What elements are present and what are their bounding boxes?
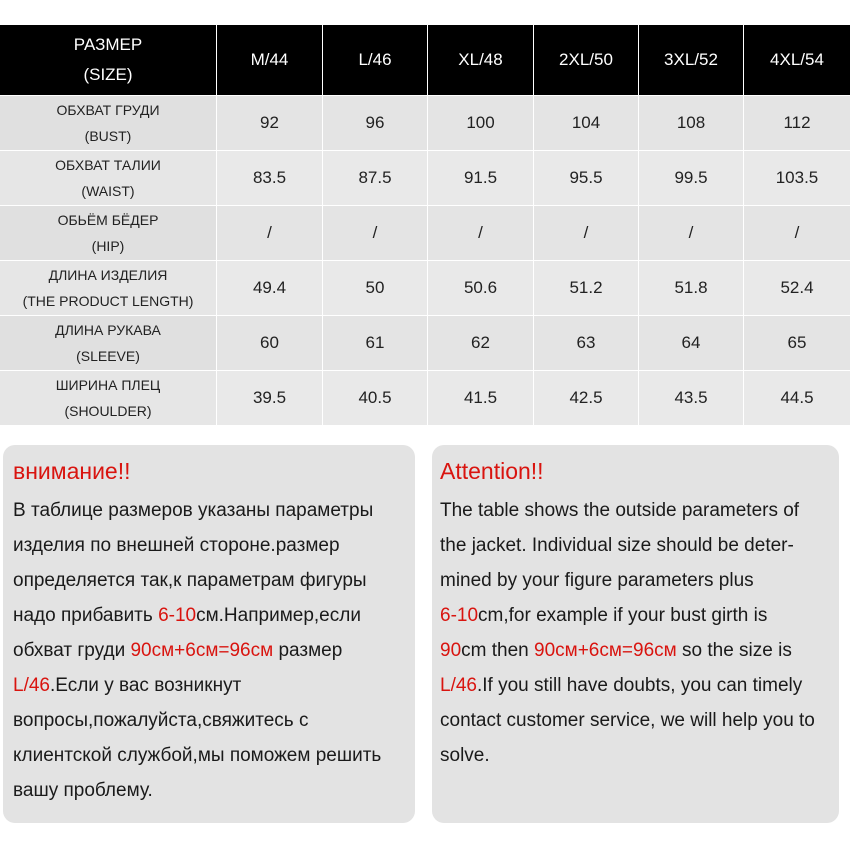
table-cell: 40.5 (322, 370, 427, 425)
highlight-text: 90см+6см=96см (130, 640, 274, 661)
note-line (440, 528, 833, 563)
highlight-text: 6-10 (158, 605, 197, 626)
highlight-text: 90см+6см=96см (534, 640, 677, 661)
size-header-label (0, 25, 216, 95)
note-text: so the size is (676, 640, 792, 661)
row-label-ru: ШИРИНА ПЛЕЦ (55, 377, 161, 393)
table-cell: 41.5 (427, 370, 533, 425)
table-cell: / (743, 205, 850, 260)
table-cell: 108 (638, 95, 743, 150)
note-line (440, 493, 833, 528)
row-label-en: (WAIST) (81, 183, 135, 199)
note-text: изделия по внешней стороне.размер (13, 535, 340, 556)
note-line (440, 633, 833, 668)
table-cell: / (216, 205, 322, 260)
attention-note-en (432, 445, 839, 823)
size-label-en: (SIZE) (83, 65, 133, 84)
table-cell: / (322, 205, 427, 260)
size-col-header: XL/48 (427, 25, 533, 95)
note-line (13, 738, 409, 773)
row-label-ru: ДЛИНА ИЗДЕЛИЯ (48, 267, 168, 283)
highlight-text: 6-10 (440, 605, 479, 626)
table-cell: 83.5 (216, 150, 322, 205)
size-col-header: L/46 (322, 25, 427, 95)
table-cell: 64 (638, 315, 743, 370)
note-text: .Если у вас возникнут (49, 675, 242, 696)
note-text: В таблице размеров указаны параметры (13, 500, 374, 521)
highlight-text: 90 (440, 640, 462, 661)
note-text: определяется так,к параметрам фигуры (13, 570, 367, 591)
note-line (13, 773, 409, 808)
table-row (0, 205, 850, 260)
note-text: solve. (440, 745, 490, 766)
highlight-text: L/46 (13, 675, 50, 696)
row-label (0, 150, 216, 205)
row-label (0, 315, 216, 370)
note-text: см.Например,если (196, 605, 361, 626)
row-label-en: (THE PRODUCT LENGTH) (22, 293, 194, 309)
table-cell: 50.6 (427, 260, 533, 315)
table-cell: 61 (322, 315, 427, 370)
attention-title-en: Attention!! (440, 458, 544, 484)
table-cell: 49.4 (216, 260, 322, 315)
table-row (0, 260, 850, 315)
table-cell: 62 (427, 315, 533, 370)
table-cell: 103.5 (743, 150, 850, 205)
table-cell: / (533, 205, 638, 260)
note-text: cm,for example if your bust girth is (478, 605, 768, 626)
attention-note-ru (3, 445, 415, 823)
table-cell: 51.2 (533, 260, 638, 315)
note-line (13, 598, 409, 633)
table-cell: 65 (743, 315, 850, 370)
note-text: клиентской службой,мы поможем решить (13, 745, 382, 766)
table-cell: 112 (743, 95, 850, 150)
table-cell: 42.5 (533, 370, 638, 425)
note-line (13, 703, 409, 738)
note-text: contact customer service, we will help you to (440, 710, 815, 731)
table-cell: 50 (322, 260, 427, 315)
size-col-header: M/44 (216, 25, 322, 95)
note-line (13, 668, 409, 703)
table-row (0, 150, 850, 205)
row-label-en: (SHOULDER) (64, 403, 152, 419)
row-label-en: (SLEEVE) (76, 348, 140, 364)
size-label-ru: РАЗМЕР (73, 35, 143, 54)
note-line (440, 738, 833, 773)
note-line (13, 528, 409, 563)
row-label-ru: ОБХВАТ ТАЛИИ (55, 157, 161, 173)
attention-title-ru: внимание!! (13, 458, 131, 484)
note-text: вопросы,пожалуйста,свяжитесь с (13, 710, 309, 731)
note-text: the jacket. Individual size should be deter- (440, 535, 794, 556)
note-text: cm then (461, 640, 535, 661)
size-header-row (0, 25, 850, 95)
table-cell: 95.5 (533, 150, 638, 205)
table-cell: 60 (216, 315, 322, 370)
table-cell: / (638, 205, 743, 260)
note-text: размер (273, 640, 343, 661)
row-label-ru: ОБЬЁМ БЁДЕР (57, 212, 159, 228)
attention-text-en (440, 493, 833, 773)
table-cell: / (427, 205, 533, 260)
table-cell: 100 (427, 95, 533, 150)
table-cell: 99.5 (638, 150, 743, 205)
size-col-header: 4XL/54 (743, 25, 850, 95)
note-line (440, 668, 833, 703)
table-cell: 104 (533, 95, 638, 150)
note-text: .If you still have doubts, you can timely (476, 675, 803, 696)
table-cell: 43.5 (638, 370, 743, 425)
table-cell: 52.4 (743, 260, 850, 315)
table-cell: 96 (322, 95, 427, 150)
table-cell: 51.8 (638, 260, 743, 315)
row-label-ru: ОБХВАТ ГРУДИ (56, 102, 160, 118)
note-line (13, 493, 409, 528)
row-label (0, 205, 216, 260)
table-cell: 63 (533, 315, 638, 370)
highlight-text: L/46 (440, 675, 477, 696)
table-cell: 44.5 (743, 370, 850, 425)
table-cell: 39.5 (216, 370, 322, 425)
note-line (440, 703, 833, 738)
table-row (0, 95, 850, 150)
note-line (13, 633, 409, 668)
note-text: надо прибавить (13, 605, 159, 626)
note-text: mined by your figure parameters plus (440, 570, 754, 591)
size-table (0, 25, 850, 425)
row-label-en: (HIP) (91, 238, 125, 254)
note-text: вашу проблему. (13, 780, 153, 801)
note-line (13, 563, 409, 598)
row-label (0, 95, 216, 150)
table-row (0, 315, 850, 370)
row-label (0, 260, 216, 315)
row-label-ru: ДЛИНА РУКАВА (55, 322, 161, 338)
table-cell: 87.5 (322, 150, 427, 205)
note-line (440, 598, 833, 633)
table-cell: 91.5 (427, 150, 533, 205)
note-text: The table shows the outside parameters of (440, 500, 800, 521)
size-col-header: 2XL/50 (533, 25, 638, 95)
size-col-header: 3XL/52 (638, 25, 743, 95)
attention-text-ru (13, 493, 409, 808)
row-label (0, 370, 216, 425)
table-cell: 92 (216, 95, 322, 150)
size-table-body (0, 95, 850, 425)
note-line (440, 563, 833, 598)
table-row (0, 370, 850, 425)
row-label-en: (BUST) (84, 128, 132, 144)
note-text: обхват груди (13, 640, 131, 661)
